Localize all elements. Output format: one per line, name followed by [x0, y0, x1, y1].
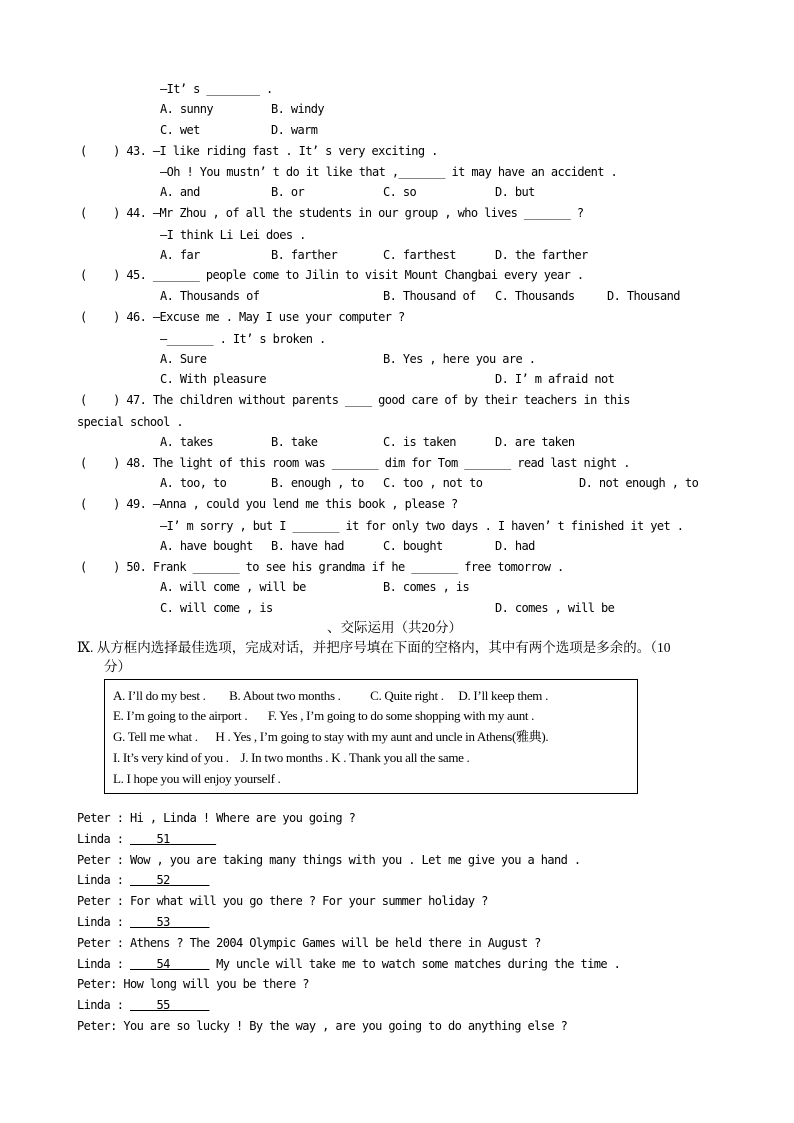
q50-option-d: D. comes , will be: [495, 601, 615, 615]
section-heading: 、交际运用（共20分）: [327, 620, 462, 635]
q49-option-b: B. have had: [271, 539, 344, 553]
q42-option-c: C. wet: [160, 123, 200, 137]
dialogue-line: [77, 852, 580, 868]
q44-option-d: D. the farther: [495, 248, 588, 262]
box-line-4: I. It’s very kind of you . J. In two months . K . Thank you all the same .: [113, 750, 470, 765]
dialogue-line: [77, 831, 216, 847]
q48-option-a: A. too, to: [160, 476, 227, 490]
answer-blank-52[interactable]: 52: [156, 873, 170, 887]
speaker: Linda :: [77, 873, 124, 887]
utterance: My uncle will take me to watch some matches during the time .: [209, 957, 621, 971]
section-instruction: Ⅸ. 从方框内选择最佳选项，完成对话，并把序号填在下面的空格内，其中有两个选项是多余的。（10: [77, 640, 671, 655]
q42-option-b: B. windy: [271, 102, 324, 116]
q42-option-d: D. warm: [271, 123, 318, 137]
q45-stem: ( ) 45. _______ people come to Jilin to visit Mount Changbai every year .: [80, 268, 584, 282]
dialogue-line: [77, 997, 210, 1013]
utterance: Wow , you are taking many things with you . Let me give you a hand .: [123, 853, 581, 867]
q46-option-c: C. With pleasure: [160, 372, 266, 386]
dialogue-line: [77, 810, 355, 826]
dialogue-line: [77, 976, 309, 992]
q43-option-d: D. but: [495, 185, 535, 199]
q47-stem: ( ) 47. The children without parents ____ good care of by their teachers in this: [80, 393, 630, 407]
q47-option-c: C. is taken: [383, 435, 456, 449]
q43-option-c: C. so: [383, 185, 417, 199]
utterance: How long will you be there ?: [116, 977, 309, 991]
speaker: Peter :: [77, 811, 124, 825]
q43-stem: ( ) 43. —I like riding fast . It’ s very exciting .: [80, 144, 438, 158]
box-line-2: E. I’m going to the airport . F. Yes , I’m going to do some shopping with my aunt .: [113, 708, 535, 723]
q50-option-b: B. comes , is: [383, 580, 470, 594]
q43-option-a: A. and: [160, 185, 200, 199]
q49-option-a: A. have bought: [160, 539, 253, 553]
q47-option-b: B. take: [271, 435, 318, 449]
q48-option-b: B. enough , to: [271, 476, 364, 490]
utterance: You are so lucky ! By the way , are you going to do anything else ?: [116, 1019, 568, 1033]
speaker: Linda :: [77, 998, 124, 1012]
q48-stem: ( ) 48. The light of this room was _______ dim for Tom _______ read last night .: [80, 456, 630, 470]
utterance: For what will you go there ? For your summer holiday ?: [123, 894, 488, 908]
answer-blank-55[interactable]: 55: [156, 998, 170, 1012]
speaker: Linda :: [77, 915, 124, 929]
q48-option-c: C. too , not to: [383, 476, 483, 490]
dialogue-line: [77, 956, 620, 972]
answer-blank-54[interactable]: 54: [156, 957, 170, 971]
q47-option-a: A. takes: [160, 435, 213, 449]
speaker: Peter :: [77, 853, 124, 867]
q46-stem: ( ) 46. —Excuse me . May I use your computer ?: [80, 310, 405, 324]
q50-option-c: C. will come , is: [160, 601, 273, 615]
q50-option-a: A. will come , will be: [160, 580, 306, 594]
speaker: Linda :: [77, 957, 124, 971]
speaker: Linda :: [77, 832, 124, 846]
box-line-3: G. Tell me what . H . Yes , I’m going to stay with my aunt and uncle in Athens(雅典).: [113, 729, 549, 744]
q46-option-a: A. Sure: [160, 352, 207, 366]
q44-stem: ( ) 44. —Mr Zhou , of all the students in our group , who lives _______ ?: [80, 206, 584, 220]
utterance: Hi , Linda ! Where are you going ?: [123, 811, 356, 825]
q44-reply: —I think Li Lei does .: [160, 228, 306, 242]
q45-option-c: C. Thousands: [495, 289, 575, 303]
q50-stem: ( ) 50. Frank _______ to see his grandma if he _______ free tomorrow .: [80, 560, 564, 574]
dialogue-line: [77, 893, 488, 909]
q49-reply: —I’ m sorry , but I _______ it for only two days . I haven’ t finished it yet .: [160, 519, 684, 533]
q42-answer-line: —It’ s ________ .: [160, 82, 273, 96]
speaker: Peter :: [77, 894, 124, 908]
answer-blank-51[interactable]: 51: [156, 832, 170, 846]
box-line-1: A. I’ll do my best . B. About two months . C. Quite right . D. I’ll keep them .: [113, 688, 549, 703]
q43-reply: —Oh ! You mustn’ t do it like that ,_______ it may have an accident .: [160, 165, 618, 179]
section-instruction-cont: 分）: [104, 659, 131, 674]
q49-stem: ( ) 49. —Anna , could you lend me this book , please ?: [80, 497, 458, 511]
q46-option-b: B. Yes , here you are .: [383, 352, 536, 366]
q44-option-a: A. far: [160, 248, 200, 262]
box-line-5: L. I hope you will enjoy yourself .: [113, 771, 281, 786]
dialogue-line: [77, 914, 210, 930]
q42-option-a: A. sunny: [160, 102, 213, 116]
q46-reply: —_______ . It’ s broken .: [160, 332, 326, 346]
q47-stem-cont: special school .: [77, 415, 183, 429]
dialogue-line: [77, 872, 210, 888]
q45-option-b: B. Thousand of: [383, 289, 476, 303]
q49-option-c: C. bought: [383, 539, 443, 553]
q49-option-d: D. had: [495, 539, 535, 553]
answer-blank-53[interactable]: 53: [156, 915, 170, 929]
options-box: [104, 679, 638, 794]
speaker: Peter:: [77, 977, 117, 991]
q44-option-c: C. farthest: [383, 248, 456, 262]
q47-option-d: D. are taken: [495, 435, 575, 449]
speaker: Peter:: [77, 1019, 117, 1033]
q46-option-d: D. I’ m afraid not: [495, 372, 615, 386]
q44-option-b: B. farther: [271, 248, 338, 262]
q43-option-b: B. or: [271, 185, 305, 199]
dialogue-line: [77, 1018, 567, 1034]
q48-option-d: D. not enough , to: [579, 476, 699, 490]
q45-option-d: D. Thousand: [607, 289, 680, 303]
utterance: Athens ? The 2004 Olympic Games will be held there in August ?: [123, 936, 541, 950]
dialogue-line: [77, 935, 541, 951]
q45-option-a: A. Thousands of: [160, 289, 260, 303]
speaker: Peter :: [77, 936, 124, 950]
